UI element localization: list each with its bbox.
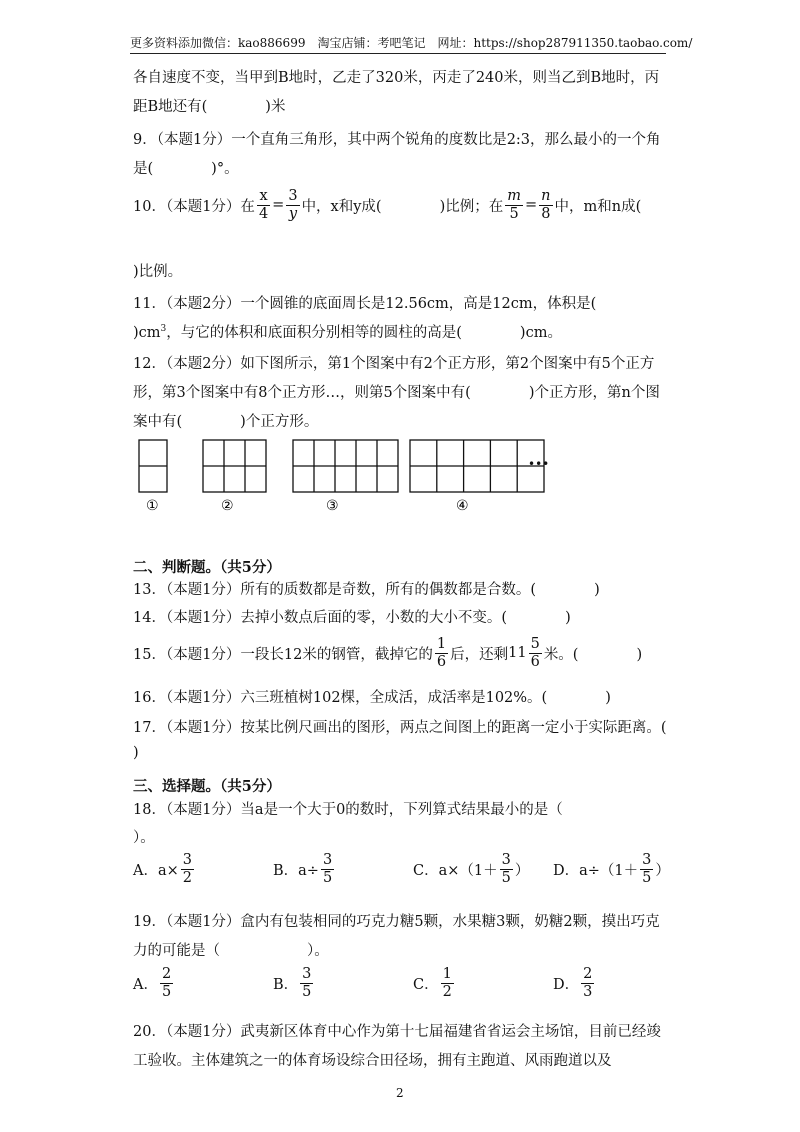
q10-prefix: 10．（本题1分）在 [133,198,255,215]
q10-line2: )比例。 [133,264,183,280]
pattern-label-4: ④ [456,498,469,514]
ellipsis-dots [528,457,549,471]
fraction-denominator: 5 [509,205,519,222]
q12-line1: 12．（本题2分）如下图所示，第1个图案中有2个正方形，第2个图案中有5个正方 [133,356,655,372]
fraction-numerator: 2 [583,966,593,982]
q11-unit: )cm [133,325,161,341]
q11-superscript: 3 [160,324,167,335]
page-number: 2 [396,1086,404,1100]
q10-fraction-x-4 [257,188,270,222]
q18-option-d[interactable] [553,852,670,886]
q15-prefix: 15．（本题1分）一段长12米的钢管，截掉它的 [133,646,433,663]
q11-line1: 11．（本题2分）一个圆锥的底面周长是12.56cm，高是12cm，体积是( [133,296,597,312]
option-label: C． [413,976,439,993]
fraction-denominator: 5 [161,983,172,1000]
fraction-numerator: 3 [642,852,652,868]
q13: 13．（本题1分）所有的质数都是奇数，所有的偶数都是合数。( ) [133,582,600,598]
option-fraction [160,966,173,1000]
q18-option-b[interactable] [273,852,336,886]
q10-fraction-m-5 [505,188,523,222]
q18-line2: ）。 [133,830,155,846]
q12-line2: 形，第3个图案中有8个正方形…，则第5个图案中有( )个正方形，第n个图 [133,385,660,401]
option-fraction [321,852,334,886]
option-fraction [181,852,194,886]
q14: 14．（本题1分）去掉小数点后面的零，小数的大小不变。( ) [133,610,571,626]
fraction-numerator: n [541,188,551,204]
q9-line2: 是( )°。 [133,161,239,177]
q10-fraction-3-y [286,188,299,222]
equals-sign: = [525,197,538,214]
fraction-numerator: 3 [182,852,192,868]
equals-sign: = [272,197,285,214]
option-label: A．a× [133,862,179,879]
q11-line2 [133,321,562,342]
fraction-numerator: m [507,188,521,204]
option-fraction [441,966,454,1000]
dots-text: ••• [528,457,550,471]
fraction-numerator: 3 [302,966,312,982]
q12-line3: 案中有( )个正方形。 [133,414,319,430]
q17-line2: ) [133,745,139,761]
option-fraction [500,852,513,886]
option-fraction [581,966,594,1000]
q18-line1: 18．（本题1分）当a是一个大于0的数时，下列算式结果最小的是（ [133,802,563,818]
q20-line1: 20．（本题1分）武夷新区体育中心作为第十七届福建省省运会主场馆，目前已经竣 [133,1024,661,1040]
option-label: B．a÷ [273,862,319,879]
fraction-denominator: 2 [442,983,452,1000]
fraction-numerator: 2 [161,966,172,982]
mixed-whole: 11 [508,645,527,662]
q8-line2: 距B地还有( )米 [133,99,286,115]
pattern-label-2: ② [221,498,234,514]
fraction-numerator: 3 [322,852,333,868]
option-close: ） [514,862,530,879]
pattern-label-1: ① [146,498,159,514]
q15-mixed-number [508,636,544,670]
fraction-numerator: 5 [530,636,540,652]
fraction-numerator: 1 [436,636,447,652]
q20-line2: 工验收。主体建筑之一的体育场设综合田径场，拥有主跑道、风雨跑道以及 [133,1053,612,1069]
q18-option-c[interactable] [413,852,529,886]
q15-suffix: 米。( ) [543,646,643,663]
pattern-label-3: ③ [326,498,339,514]
q8-line1: 各自速度不变，当甲到B地时，乙走了320米，丙走了240米，则当乙到B地时，丙 [133,70,660,86]
fraction-denominator: 8 [541,205,551,222]
q19-option-b[interactable] [273,966,315,1000]
page-header: 更多资料添加微信：kao886699 淘宝店铺：考吧笔记 网址：https://shop287911350.taobao.com/ [130,34,666,54]
option-label: B． [273,976,299,993]
q15-fraction-1-6 [435,636,448,670]
q17-line1: 17．（本题1分）按某比例尺画出的图形，两点之间图上的距离一定小于实际距离。( [133,720,667,736]
fraction-denominator: 2 [182,869,192,886]
q15-mid: 后，还剩 [450,646,509,663]
fraction-numerator: 3 [288,188,298,204]
q9-line1: 9．（本题1分）一个直角三角形，其中两个锐角的度数比是2:3，那么最小的一个角 [133,132,661,148]
option-fraction [300,966,313,1000]
fraction-denominator: 3 [583,983,593,1000]
option-label: D． [553,976,580,993]
fraction-denominator: 5 [302,983,312,1000]
q19-line1: 19．（本题1分）盒内有包装相同的巧克力糖5颗，水果糖3颗，奶糖2颗，摸出巧克 [133,914,660,930]
fraction-denominator: 6 [436,653,447,670]
fraction-denominator: 5 [501,869,511,886]
q11-line2-rest: ，与它的体积和底面积分别相等的圆柱的高是( )cm。 [166,325,562,341]
fraction-denominator: 6 [530,653,540,670]
q10-suffix: 中，m和n成( [554,198,642,215]
fraction-numerator: 1 [442,966,452,982]
q19-line2: 力的可能是（ ）。 [133,943,329,959]
mixed-fraction [529,636,542,670]
q10-mid: 中，x和y成( )比例；在 [301,198,504,215]
q10-line1 [133,188,641,222]
option-label: A． [133,976,158,993]
fraction-denominator: 4 [258,205,269,222]
option-label: C．a×（1＋ [413,862,498,879]
fraction-denominator: 5 [322,869,333,886]
option-close: ） [655,862,670,879]
q10-fraction-n-8 [539,188,552,222]
q16: 16．（本题1分）六三班植树102棵，全成活，成活率是102%。( ) [133,690,611,706]
q19-option-c[interactable] [413,966,456,1000]
q18-option-a[interactable] [133,852,196,886]
fraction-denominator: y [288,205,298,222]
fraction-numerator: x [257,188,270,206]
q19-option-d[interactable] [553,966,596,1000]
square-pattern-figure [130,436,560,516]
option-label: D．a÷（1＋ [553,862,639,879]
section-3-title: 三、选择题。（共5分） [133,778,281,795]
q15 [133,636,642,670]
q19-option-a[interactable] [133,966,175,1000]
option-fraction [640,852,653,886]
fraction-denominator: 5 [642,869,652,886]
section-2-title: 二、判断题。（共5分） [133,559,281,576]
fraction-numerator: 3 [501,852,511,868]
